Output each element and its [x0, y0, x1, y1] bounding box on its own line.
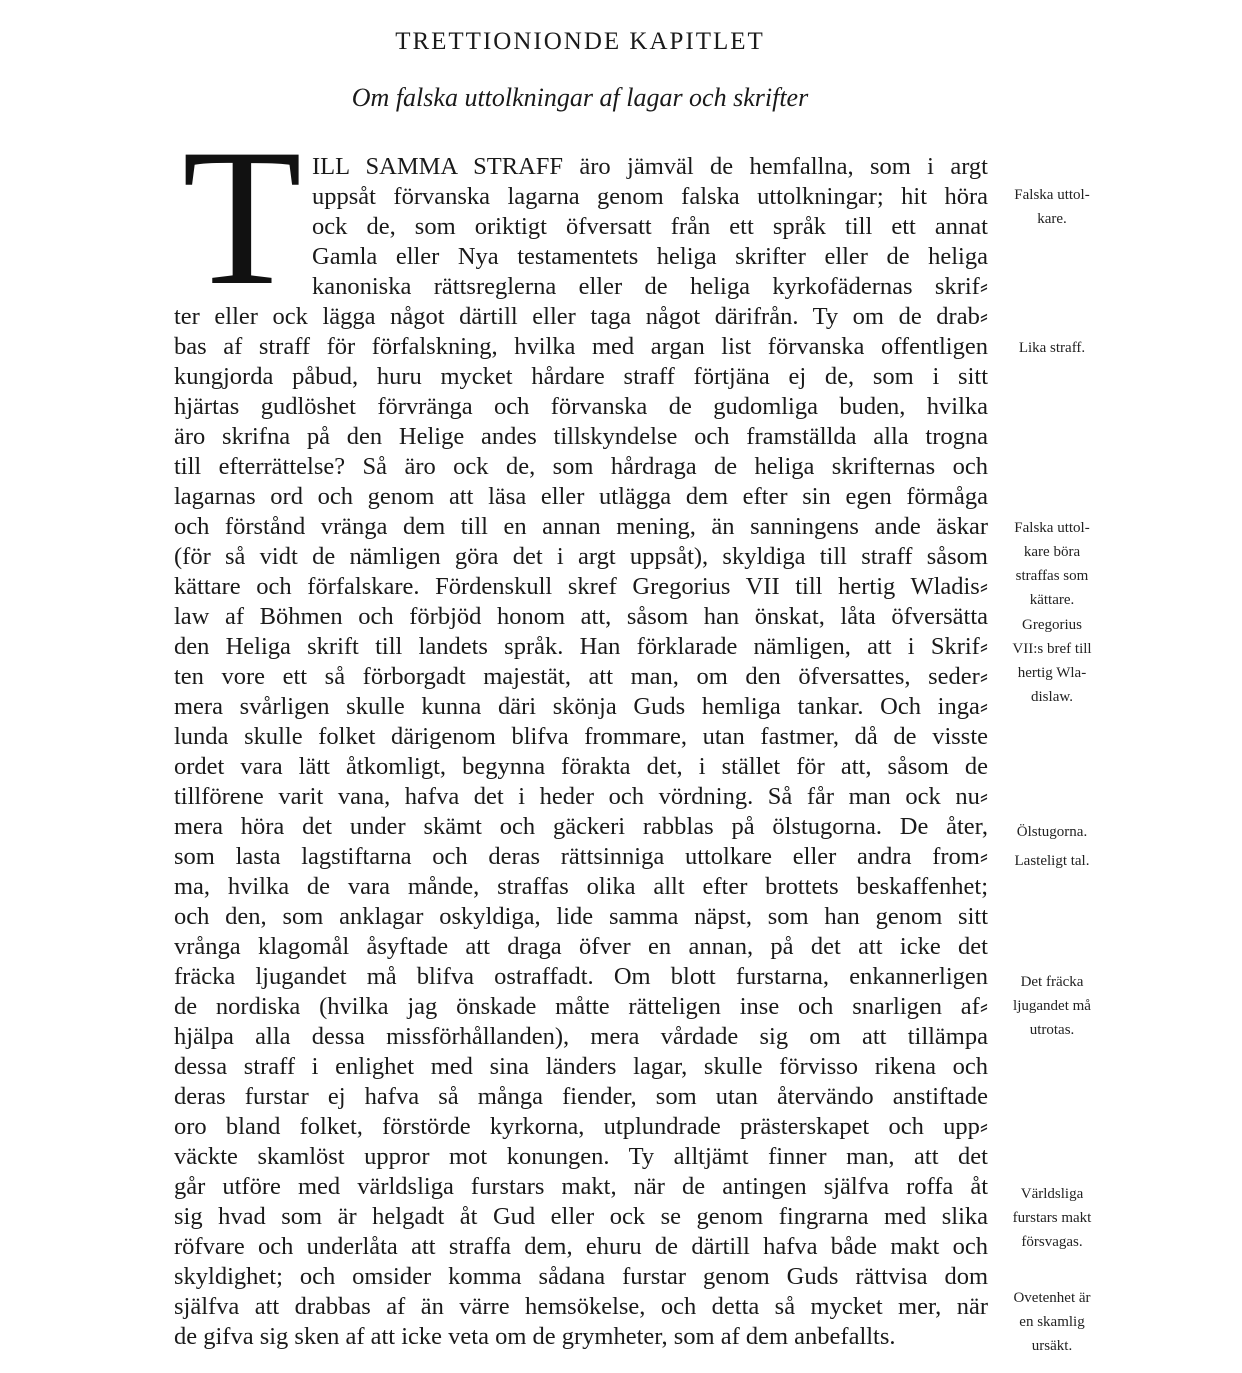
text-line: äro skrifna på den Helige andes tillskyndelse och framställda alla trogna [174, 423, 988, 450]
margin-note-line: Falska uttol- [1014, 520, 1090, 536]
text-line: law af Böhmen och förbjöd honom att, såsom han önskat, låta öfversätta [174, 603, 988, 630]
margin-note-line: dislaw. [1031, 689, 1073, 705]
text-line: som lasta lagstiftarna och deras rättsinniga uttolkare eller andra from⸗ [174, 843, 988, 870]
text-line: ock de, som oriktigt öfversatt från ett språk till ett annat [312, 213, 988, 240]
text-line: ter eller ock lägga något därtill eller taga något därifrån. Ty om de drab⸗ [174, 303, 988, 330]
text-line: kanoniska rättsreglerna eller de heliga kyrkofädernas skrif⸗ [312, 273, 988, 300]
text-line: lagarnas ord och genom att läsa eller utlägga dem efter sin egen förmåga [174, 483, 988, 510]
margin-note-line: Världsliga [1020, 1186, 1084, 1202]
text-line: och den, som anklagar oskyldiga, lide samma näpst, som han genom sitt [174, 903, 988, 930]
text-line: vrånga klagomål åsyftade att draga öfver en annan, på det att icke det [174, 933, 988, 960]
margin-note [990, 820, 1114, 844]
margin-note [990, 1286, 1114, 1358]
text-line: de gifva sig sken af att icke veta om de grymheter, som af dem anbefallts. [174, 1323, 896, 1350]
margin-note-line: Ovetenhet är [1013, 1290, 1091, 1306]
margin-note [990, 1182, 1114, 1254]
margin-note [990, 613, 1114, 709]
text-line: bas af straff för förfalskning, hvilka med argan list förvanska offentligen [174, 333, 988, 360]
text-line: mera höra det under skämt och gäckeri rabblas på ölstugorna. De åter, [174, 813, 988, 840]
margin-note-line: Det fräcka [1020, 974, 1084, 990]
margin-note-line: Falska uttol- [1014, 187, 1090, 203]
text-line: hjälpa alla dessa missförhållanden), mera vårdade sig om att tillämpa [174, 1023, 988, 1050]
text-line: uppsåt förvanska lagarna genom falska uttolkningar; hit höra [312, 183, 988, 210]
margin-note-line: VII:s bref till [1012, 641, 1092, 657]
text-line: deras furstar ej hafva så många fiender, som utan återvändo anstiftade [174, 1083, 988, 1110]
text-line: sig hvad som är helgadt åt Gud eller ock se genom fingrarna med slika [174, 1203, 988, 1230]
text-line: dessa straff i enlighet med sina länders lagar, skulle förvisso rikena och [174, 1053, 988, 1080]
text-line: de nordiska (hvilka jag önskade måtte rätteligen inse och snarligen af⸗ [174, 993, 988, 1020]
text-line: mera svårligen skulle kunna däri skönja Guds hemliga tankar. Och inga⸗ [174, 693, 988, 720]
text-line: väckte skamlöst uppror mot konungen. Ty alltjämt finner man, att det [174, 1143, 988, 1170]
margin-note [990, 336, 1114, 360]
margin-note [990, 849, 1114, 873]
text-line: kungjorda påbud, huru mycket hårdare straff förtjäna ej de, som i sitt [174, 363, 988, 390]
text-line: oro bland folket, förstörde kyrkorna, utplundrade prästerskapet och upp⸗ [174, 1113, 988, 1140]
margin-note [990, 183, 1114, 231]
chapter-title: TRETTIONIONDE KAPITLET [395, 28, 765, 55]
text-line: skyldighet; och omsider komma sådana furstar genom Guds rättvisa dom [174, 1263, 988, 1290]
text-line: (för så vidt de nämligen göra det i argt uppsåt), skyldiga till straff såsom [174, 543, 988, 570]
margin-note-line: Ölstugorna. [1016, 824, 1088, 840]
margin-note-line: kättare. [1029, 592, 1075, 608]
text-line: hjärtas gudlöshet förvränga och förvanska de gudomliga buden, hvilka [174, 393, 988, 420]
text-line: går utföre med världsliga furstars makt, när de antingen själfva roffa åt [174, 1173, 988, 1200]
text-line: själfva att drabbas af än värre hemsökelse, och detta så mycket mer, när [174, 1293, 988, 1320]
margin-note-line: furstars makt [1012, 1210, 1092, 1226]
margin-note-line: ljugandet må [1013, 998, 1091, 1014]
margin-note-line: utrotas. [1029, 1022, 1075, 1038]
text-line: ma, hvilka de vara månde, straffas olika allt efter brottets beskaffenhet; [174, 873, 988, 900]
chapter-subtitle: Om falska uttolkningar af lagar och skrifter [351, 83, 809, 112]
drop-cap: T [182, 109, 302, 326]
margin-note [990, 970, 1114, 1042]
text-line: den Heliga skrift till landets språk. Han förklarade nämligen, att i Skrif⸗ [174, 633, 988, 660]
margin-note-line: ursäkt. [1031, 1338, 1073, 1354]
margin-note-line: Lika straff. [1018, 340, 1086, 356]
margin-note-line: straffas som [1015, 568, 1089, 584]
margin-note-line: kare. [1037, 211, 1067, 227]
text-line: och förstånd vränga dem till en annan mening, än sanningens ande äskar [174, 513, 988, 540]
text-line: till efterrättelse? Så äro ock de, som hårdraga de heliga skrifternas och [174, 453, 988, 480]
text-line: ten vore ett så förborgadt majestät, att man, om den öfversattes, seder⸗ [174, 663, 988, 690]
text-line: tillförene varit vana, hafva det i heder och vördning. Så får man ock nu⸗ [174, 783, 988, 810]
text-line: Gamla eller Nya testamentets heliga skrifter eller de heliga [312, 243, 988, 270]
margin-note-line: försvagas. [1021, 1234, 1083, 1250]
margin-note-line: en skamlig [1019, 1314, 1085, 1330]
text-line: ordet vara lätt åtkomligt, begynna förakta det, i stället för att, såsom de [174, 753, 988, 780]
margin-note-line: Gregorius [1022, 617, 1082, 633]
margin-note [990, 516, 1114, 612]
text-line: lunda skulle folket därigenom blifva frommare, utan fastmer, då de visste [174, 723, 988, 750]
margin-note-line: hertig Wla- [1017, 665, 1087, 681]
text-line: fräcka ljugandet må blifva ostraffadt. Om blott furstarna, enkannerligen [174, 963, 988, 990]
text-line: kättare och förfalskare. Fördenskull skref Gregorius VII till hertig Wladis⸗ [174, 573, 988, 600]
text-line: röfvare och underlåta att straffa dem, ehuru de därtill hafva både makt och [174, 1233, 988, 1260]
margin-note-line: Lasteligt tal. [1014, 853, 1090, 869]
margin-note-line: kare böra [1023, 544, 1081, 560]
text-line: ILL SAMMA STRAFF äro jämväl de hemfallna, som i argt [312, 153, 988, 180]
